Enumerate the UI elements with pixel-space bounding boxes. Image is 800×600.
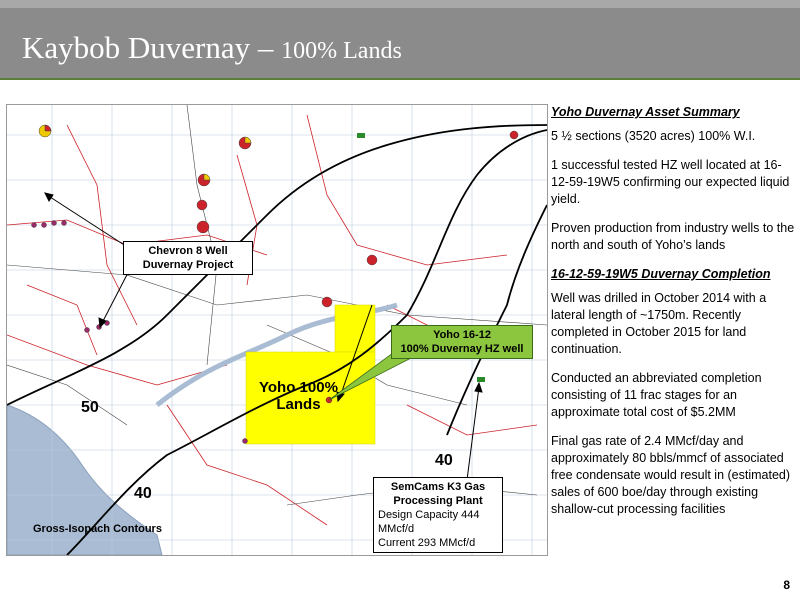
- summary-heading: Yoho Duvernay Asset Summary: [551, 105, 740, 119]
- semcams-line2: Processing Plant: [393, 495, 483, 507]
- title-main: Kaybob Duvernay: [22, 30, 251, 65]
- roads-black: [7, 105, 547, 505]
- contour-40-right-label: 40: [435, 452, 453, 469]
- asset-summary: [551, 104, 796, 530]
- land-map: [6, 104, 548, 556]
- summary-sections: 5 ½ sections (3520 acres) 100% W.I.: [551, 129, 756, 143]
- slide-header: [0, 0, 800, 78]
- slide-title: [22, 30, 402, 66]
- completion-heading: 16-12-59-19W5 Duvernay Completion: [551, 267, 771, 281]
- completion-drilled: Well was drilled in October 2014 with a lateral length of ~1750m. Recently completed in October 2015 for land continuation.: [551, 291, 767, 356]
- yoho-well-line1: Yoho 16-12: [433, 329, 491, 341]
- semcams-callout: [373, 477, 503, 553]
- chevron-line2: Duvernay Project: [142, 259, 234, 271]
- yoho-lands-label: [259, 379, 338, 413]
- completion-frac: Conducted an abbreviated completion consisting of 11 frac stages for an approximate total cost of $5.2MM: [551, 371, 762, 419]
- page-number: 8: [783, 578, 790, 592]
- completion-gas-rate: Final gas rate of 2.4 MMcf/day and approximately 80 bbls/mmcf of associated free condensate would result in (estimated) sales of 600 boe/day through existing shallow-cut processing facilities: [551, 434, 791, 516]
- facility-marker: [357, 133, 365, 138]
- yoho-lands-line1: Yoho 100%: [259, 379, 338, 396]
- plant-marker: [477, 377, 485, 382]
- road-network: [7, 115, 537, 525]
- contour-50-label: 50: [81, 399, 99, 416]
- yoho-well-line2: 100% Duvernay HZ well: [400, 343, 524, 355]
- yoho-well-callout: [391, 325, 533, 359]
- contour-40-left-label: 40: [134, 485, 152, 502]
- chevron-callout: [123, 241, 253, 275]
- gross-isopach-label: Gross-Isopach Contours: [33, 523, 162, 535]
- yoho-lands-line2: Lands: [276, 396, 321, 413]
- semcams-capacity: Design Capacity 444 MMcf/d: [378, 509, 480, 535]
- header-divider: [0, 78, 800, 80]
- summary-proven-production: Proven production from industry wells to the north and south of Yoho’s lands: [551, 221, 795, 252]
- title-sub: 100% Lands: [281, 38, 402, 64]
- header-stripe: [0, 0, 800, 8]
- semcams-line1: SemCams K3 Gas: [390, 481, 486, 493]
- title-dash: –: [257, 30, 274, 65]
- semcams-current: Current 293 MMcf/d: [378, 537, 476, 549]
- chevron-line1: Chevron 8 Well: [148, 245, 228, 257]
- summary-tested-well: 1 successful tested HZ well located at 16-12-59-19W5 confirming our expected liquid yield.: [551, 158, 790, 206]
